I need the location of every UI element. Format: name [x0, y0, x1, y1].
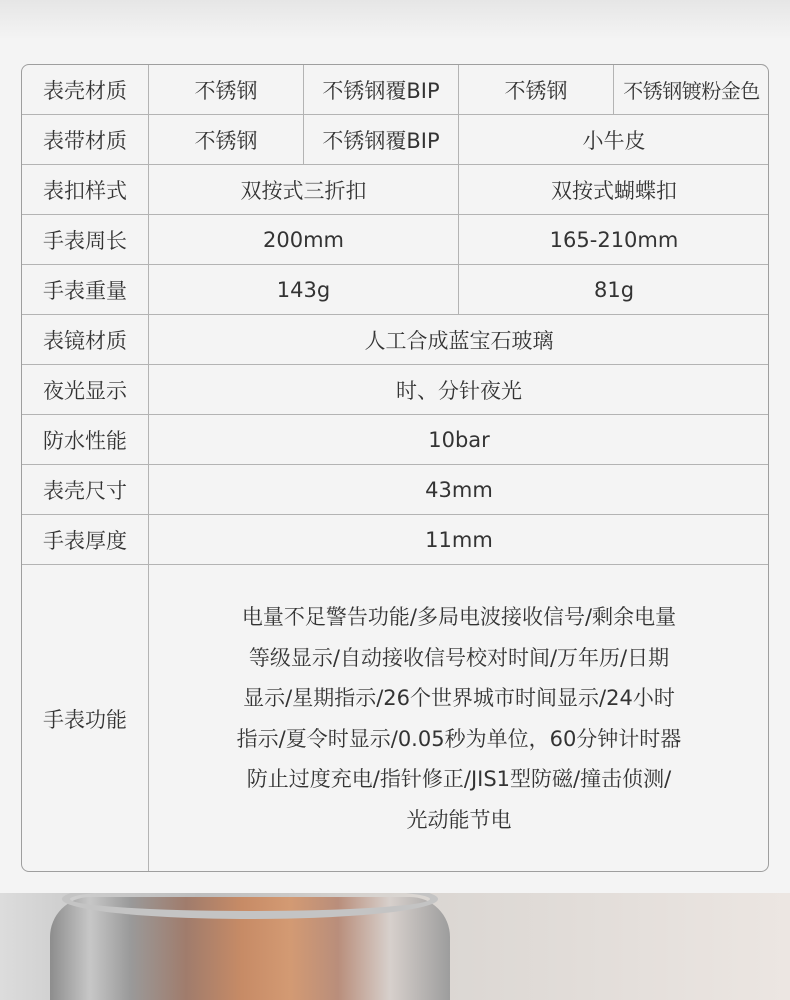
row-label: 手表功能 [22, 565, 149, 873]
spec-table [21, 64, 769, 872]
spec-cell: 81g [459, 265, 770, 315]
spec-cell: 不锈钢覆BIP [304, 65, 459, 115]
spec-cell: 10bar [149, 415, 770, 465]
spec-cell: 时、分针夜光 [149, 365, 770, 415]
spec-cell: 不锈钢 [149, 115, 304, 165]
row-label: 手表厚度 [22, 515, 149, 565]
spec-cell: 165-210mm [459, 215, 770, 265]
spec-cell: 不锈钢覆BIP [304, 115, 459, 165]
spec-cell: 人工合成蓝宝石玻璃 [149, 315, 770, 365]
functions-line: 显示/星期指示/26个世界城市时间显示/24小时 [243, 686, 675, 710]
row-label: 手表重量 [22, 265, 149, 315]
row-label: 夜光显示 [22, 365, 149, 415]
table-row-thickness [22, 515, 770, 565]
table-row-case-material [22, 65, 770, 115]
spec-cell: 不锈钢 [149, 65, 304, 115]
functions-line: 等级显示/自动接收信号校对时间/万年历/日期 [248, 645, 670, 670]
row-label: 表镜材质 [22, 315, 149, 365]
row-label: 表扣样式 [22, 165, 149, 215]
table-row-circumference [22, 215, 770, 265]
spec-table-card [21, 64, 769, 872]
spec-cell: 不锈钢 [459, 65, 614, 115]
functions-line: 光动能节电 [406, 807, 512, 832]
spec-cell: 双按式蝴蝶扣 [459, 165, 770, 215]
spec-cell: 143g [149, 265, 459, 315]
functions-line: 指示/夏令时显示/0.05秒为单位，60分钟计时器 [236, 726, 682, 751]
table-row-weight [22, 265, 770, 315]
spec-cell: 200mm [149, 215, 459, 265]
spec-cell: 不锈钢镀粉金色 [614, 65, 770, 115]
row-label: 防水性能 [22, 415, 149, 465]
table-row-water-resistance [22, 415, 770, 465]
row-label: 表壳尺寸 [22, 465, 149, 515]
row-label: 表壳材质 [22, 65, 149, 115]
functions-line: 电量不足警告功能/多局电波接收信号/剩余电量 [241, 605, 677, 629]
row-label: 表带材质 [22, 115, 149, 165]
top-background [0, 0, 790, 40]
table-row-crystal [22, 315, 770, 365]
product-photo [0, 893, 790, 1000]
table-row-strap-material [22, 115, 770, 165]
functions-line: 防止过度充电/指针修正/JIS1型防磁/撞击侦测/ [246, 767, 672, 791]
spec-cell: 小牛皮 [459, 115, 770, 165]
table-row-functions [22, 565, 770, 873]
table-row-clasp-style [22, 165, 770, 215]
spec-cell: 11mm [149, 515, 770, 565]
table-row-luminous [22, 365, 770, 415]
spec-cell: 双按式三折扣 [149, 165, 459, 215]
functions-text [149, 565, 770, 873]
row-label: 手表周长 [22, 215, 149, 265]
spec-cell: 43mm [149, 465, 770, 515]
table-row-case-size [22, 465, 770, 515]
